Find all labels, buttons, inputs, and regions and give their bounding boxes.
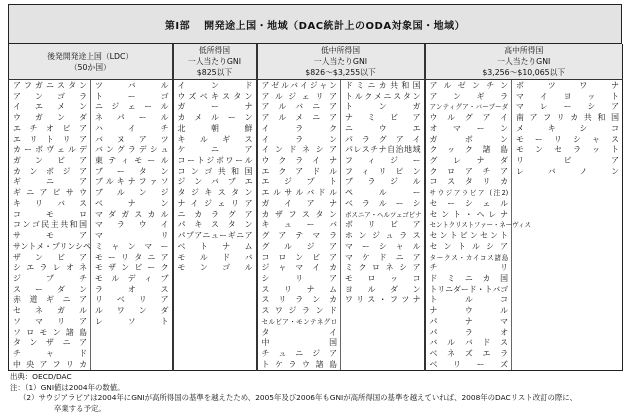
country-name: チ ュ ニ ジ ア — [261, 348, 337, 358]
country-name: モザンビーク — [95, 263, 169, 273]
country-name: モ ロ ッ コ — [345, 273, 421, 283]
country-name: タ ン ザ ニ ア — [13, 338, 87, 348]
country-name: ク ッ ク 諸 島 — [429, 145, 509, 155]
country-name: サ モ ア — [13, 231, 87, 241]
country-name: ウ ル グ ア イ — [429, 113, 509, 123]
country-name: ニカラグア — [177, 209, 253, 219]
country-name: ナイジェリア — [177, 198, 253, 208]
header-line: 高中所得国 — [504, 46, 544, 55]
country-name: レ バ ノ ン — [516, 166, 620, 176]
header-line: $826～$3,255以下 — [305, 68, 376, 77]
country-name: ベ ト ナ ム — [177, 241, 253, 251]
country-name: コンゴ共和国 — [177, 166, 253, 176]
country-name: メ キ シ コ — [516, 123, 620, 133]
country-name: コ ロ ン ビ ア — [261, 252, 337, 262]
country-name: エルサルバドル — [261, 188, 337, 198]
country-name: ウ ク ラ イ ナ — [261, 156, 337, 166]
country-name: 南アフリカ共和国 — [516, 113, 620, 123]
country-name: マダガスカル — [95, 209, 169, 219]
header-line: 低所得国 — [198, 46, 231, 55]
country-name: ス ー ダ ン — [13, 284, 87, 294]
country-name: セ ネ ガ ル — [13, 306, 87, 316]
country-name: バ ル バ ド ス — [429, 338, 509, 348]
country-name: ボスニア・ヘルツェゴビナ — [345, 210, 422, 219]
country-name: モンセラット — [516, 145, 620, 155]
country-name: ワリス・フツナ — [345, 295, 421, 305]
country-name: ベ ネ ズ エ ラ — [429, 348, 509, 358]
country-name: キ ュ ー バ — [261, 220, 337, 230]
country-name: ア ル メ ニ ア — [261, 113, 337, 123]
footnote-1: 注：（1）GNI値は2004年の数値。 — [10, 382, 125, 392]
country-name: パレスチナ自治地域 — [345, 145, 421, 155]
country-name: リ ビ ア — [516, 156, 620, 166]
country-name: ト ル コ — [429, 295, 509, 305]
country-name: アフガニスタン — [13, 81, 87, 90]
country-name: ガ イ ア ナ — [261, 198, 337, 208]
country-name: エ チ オ ピ ア — [13, 123, 87, 133]
footnote-2-continued: 卒業する予定。 — [54, 403, 106, 413]
country-name: ブルキナファソ — [95, 177, 169, 187]
country-name: シ リ ア — [261, 273, 337, 283]
country-name: フィリピン — [345, 166, 421, 176]
country-name: 北 朝 鮮 — [177, 123, 253, 133]
country-name: グ ア テ マ ラ — [261, 231, 337, 241]
country-name: ブ ラ ジ ル — [345, 177, 421, 187]
country-name: ベ リ ー ズ — [429, 359, 509, 369]
country-name: マ ラ ウ イ — [95, 220, 169, 230]
header-line: 一人当たりGNI — [187, 57, 242, 66]
country-name: エ ク ア ド ル — [261, 166, 337, 176]
country-name: スワジランド — [261, 306, 337, 316]
header-line: 後発開発途上国（LDC） — [47, 51, 134, 61]
part-label: 第Ⅰ部 — [164, 20, 191, 32]
country-name: カザフスタン — [261, 209, 337, 219]
footnotes — [10, 372, 622, 414]
country-name: セント・ヘレナ — [429, 209, 509, 219]
country-name: セントクリストファー・ネーヴィス — [429, 221, 531, 230]
country-name: ニ ウ エ — [345, 123, 421, 133]
country-name: ラ オ ス — [95, 284, 169, 294]
country-name: モーリシャス — [516, 134, 620, 144]
header-low-income — [173, 44, 257, 80]
country-name: ブ ー タ ン — [95, 166, 169, 176]
lower-middle-column-2 — [341, 80, 425, 371]
country-name: ブ ル ン ジ — [95, 188, 169, 198]
country-name: モ ル デ ィ ブ — [95, 273, 169, 283]
country-name: ドミニカ共和国 — [345, 81, 421, 90]
country-name: ウ ガ ン ダ — [13, 113, 87, 123]
country-name: ト ー ゴ — [95, 91, 169, 101]
ldc-column-2 — [91, 80, 173, 371]
header-line: $3,256～$10,065以下 — [482, 68, 566, 77]
country-name: ボ リ ビ ア — [345, 220, 421, 230]
country-name: セルビア・モンテネグロ — [261, 317, 337, 326]
country-name: ソロモン諸島 — [13, 327, 87, 337]
country-name: バングラデシュ — [95, 145, 169, 155]
country-name: ジ ャ マ イ カ — [261, 263, 337, 273]
header-lower-middle-income — [257, 44, 425, 80]
country-name: リ ベ リ ア — [95, 295, 169, 305]
country-name: コスタリカ — [429, 177, 509, 187]
country-name: キ ル ギ ス — [177, 134, 253, 144]
country-name: ジ ン バ ブ エ — [177, 177, 253, 187]
country-name: カーボヴェルデ — [13, 145, 87, 155]
country-name: マ リ — [95, 231, 169, 241]
country-name: グ ル ジ ア — [261, 241, 337, 251]
country-name: トルクメニスタン — [345, 91, 421, 101]
country-name: イ ラ ン — [261, 134, 337, 144]
country-name: アゼルバイジャン — [261, 81, 337, 90]
country-name: マ ー シ ャ ル — [345, 241, 421, 251]
country-name: ミ ャ ン マ ー — [95, 241, 169, 251]
country-row — [9, 80, 623, 371]
country-name: ル ワ ン ダ — [95, 306, 169, 316]
country-name: ペ ル ー — [345, 188, 421, 198]
country-name: ク ロ ア チ ア — [429, 166, 509, 176]
country-name: シエラレオネ — [13, 263, 87, 273]
header-line: （50か国） — [69, 62, 111, 72]
country-name: パ ナ マ — [429, 316, 509, 326]
country-name: ツ バ ル — [95, 81, 169, 90]
country-name: 赤 道 ギ ニ ア — [13, 295, 87, 305]
country-name: グ レ ナ ダ — [429, 156, 509, 166]
country-name: タークス・カイコス諸島 — [429, 253, 509, 262]
country-name: ナ ミ ビ ア — [345, 113, 421, 123]
country-name: ジ ブ チ — [13, 273, 87, 283]
country-name: ガ ン ビ ア — [13, 156, 87, 166]
country-name: セントビンセント — [429, 231, 509, 241]
country-name: ガ ー ナ — [177, 102, 253, 112]
header-line: $825以下 — [196, 68, 233, 77]
country-name: モ ル ド バ — [177, 252, 253, 262]
upper-middle-column-1 — [425, 80, 531, 371]
country-name: マ レ ー シ ア — [516, 102, 620, 112]
source-note: 出典：OECD/DAC — [10, 372, 72, 381]
country-name: ギニアビサウ — [13, 188, 87, 198]
header-row — [9, 44, 623, 80]
country-name: アルゼンチン — [429, 81, 509, 90]
country-name: セ ー シ ェ ル — [429, 198, 509, 208]
page-title — [8, 4, 622, 44]
country-name: モーリタニア — [95, 252, 169, 262]
country-name: ス リ ラ ン カ — [261, 295, 337, 305]
country-name: ケ ニ ア — [177, 145, 253, 155]
country-name: セントルシア — [429, 241, 509, 251]
country-name: コートジボワール — [177, 156, 253, 166]
country-name: ホンジュラス — [345, 231, 421, 241]
country-name: イ エ メ ン — [13, 102, 87, 112]
country-name: バ ヌ ア ツ — [95, 134, 169, 144]
country-name: ト ン ガ — [345, 102, 421, 112]
country-name: ガ ボ ン — [429, 134, 509, 144]
country-name: ウズベキスタン — [177, 91, 253, 101]
country-name: モ ン ゴ ル — [177, 263, 253, 273]
country-name: ギ ニ ア — [13, 177, 87, 187]
country-name: アルジェリア — [261, 91, 337, 101]
country-name: ボ ツ ワ ナ — [516, 81, 620, 90]
header-line: 低中所得国 — [321, 46, 360, 55]
country-name: カンボジア — [13, 166, 87, 176]
country-name: パ ラ グ ア イ — [345, 134, 421, 144]
header-line: 一人当たりGNI — [497, 57, 551, 66]
header-line: 一人当たりGNI — [313, 57, 368, 66]
country-name: 東ティモール — [95, 156, 169, 166]
country-name: タジキスタン — [177, 188, 253, 198]
country-name: ア ル バ ニ ア — [261, 102, 337, 112]
country-name: ア ン ギ ラ — [429, 91, 509, 101]
country-name: ヨ ル ダ ン — [345, 284, 421, 294]
header-ldc — [9, 44, 173, 80]
country-name: ド ミ ニ カ 国 — [429, 273, 509, 283]
country-name: ス リ ナ ム — [261, 284, 337, 294]
country-name: コンゴ民主共和国 — [13, 220, 87, 230]
country-name: パキスタン — [177, 220, 253, 230]
country-name: 中 央 ア フ リ カ — [13, 359, 87, 369]
country-name: サントメ・プリンシペ — [13, 241, 91, 251]
country-name: キ リ バ ス — [13, 198, 87, 208]
country-name: イ ラ ク — [261, 123, 337, 133]
country-name: ザ ン ビ ア — [13, 252, 87, 262]
country-name: パ ラ オ — [429, 327, 509, 337]
country-name: オ マ ー ン — [429, 123, 509, 133]
country-name: ベ ラ ル ー シ — [345, 198, 421, 208]
country-name: マ ケ ド ニ ア — [345, 252, 421, 262]
country-name: サウジアラビア (注2) — [429, 189, 509, 198]
country-name: コ モ ロ — [13, 209, 87, 219]
low-income-column — [173, 80, 257, 371]
country-name: トリニダード・トバゴ — [429, 284, 509, 294]
country-name: チ ャ ド — [13, 348, 87, 358]
header-upper-middle-income — [425, 44, 623, 80]
country-name: ソ マ リ ア — [13, 316, 87, 326]
country-name: ネ パ ー ル — [95, 113, 169, 123]
country-name: ト ケ ラ ウ 諸 島 — [261, 359, 337, 369]
country-name: ナ ウ ル — [429, 306, 509, 316]
country-name: マ イ ヨ ッ ト — [516, 91, 620, 101]
footnote-2: （2）サウジアラビアは2004年にGNIが高所得国の基準を越えたため、2005年及び2006年もGNIが高所得国の基準を越えていれば、2008年のDACリスト改訂の際に、 — [19, 393, 578, 402]
country-name: エ ジ プ ト — [261, 177, 337, 187]
country-name: ハ イ チ — [95, 123, 169, 133]
country-name: パプアニューギニア — [177, 231, 253, 241]
country-name: カ メ ル ー ン — [177, 113, 253, 123]
country-name: 中 国 — [261, 338, 337, 348]
country-name: インドネシア — [261, 145, 337, 155]
country-name: エ リ ト リ ア — [13, 134, 87, 144]
country-name: ニ ジ ェ ー ル — [95, 102, 169, 112]
country-name: ア ン ゴ ラ — [13, 91, 87, 101]
country-name: アンティグア・バーブーダ — [429, 103, 509, 112]
ldc-column-1 — [9, 80, 91, 371]
country-name: ベ ナ ン — [95, 198, 169, 208]
oda-country-table — [8, 44, 623, 371]
lower-middle-column-1 — [257, 80, 341, 371]
country-name: イ ン ド — [177, 81, 253, 90]
country-name: フ ィ ジ ー — [345, 156, 421, 166]
country-name: レ ソ ト — [95, 316, 169, 326]
country-name: タ イ — [261, 327, 337, 337]
country-name: ミクロネシア — [345, 263, 421, 273]
country-name: チ リ — [429, 263, 509, 273]
title-text: 開発途上国・地域（DAC統計上のODA対象国・地域） — [204, 20, 466, 32]
